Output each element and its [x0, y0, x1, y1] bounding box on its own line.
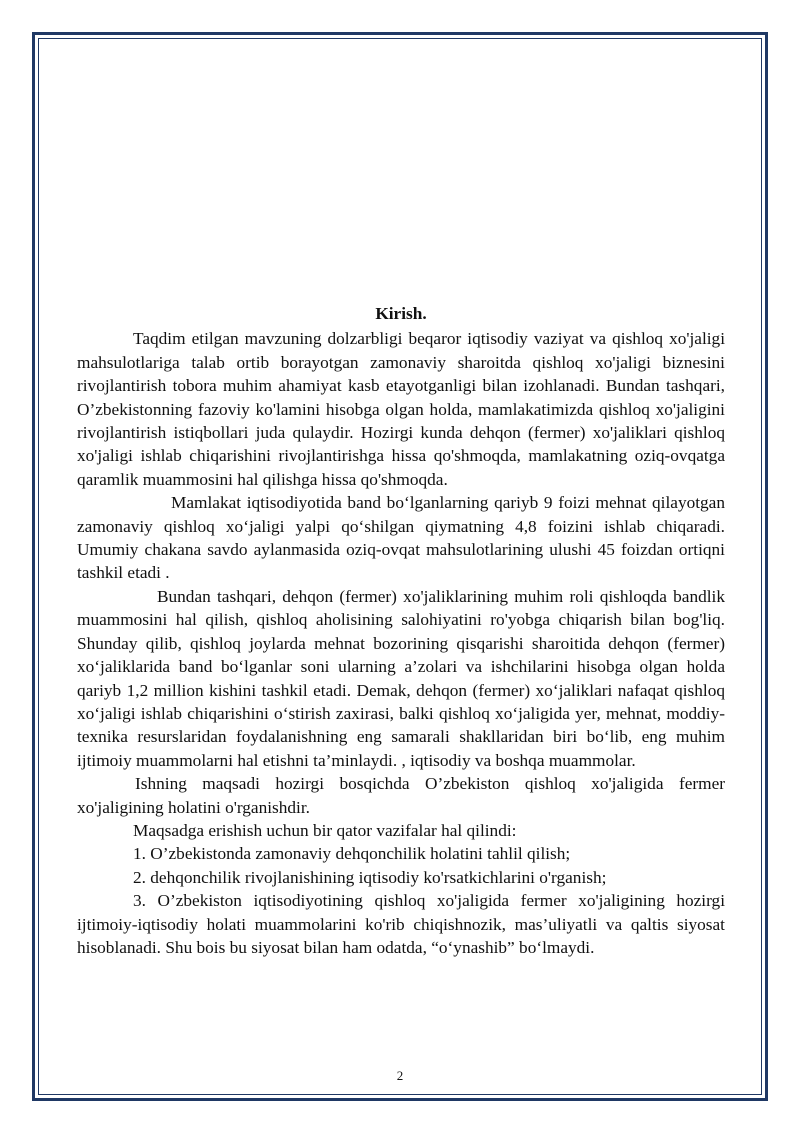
paragraph-relevance: Taqdim etilgan mavzuning dolzarbligi beqaror iqtisodiy vaziyat va qishloq xo'jaligi mahsulotlariga talab ortib borayotgan zamonaviy sharoitda qishloq xo'jaligi biznesini rivojlantirish tobora muhim ahamiyat kasb etayotganligi bilan izohlanadi. Bundan tashqari, O’zbekistonning fazoviy ko'lamini hisobga olgan holda, mamlakatimizda qishloq xo'jaligini rivojlantirish istiqbollari juda qulaydir. Hozirgi kunda dehqon (fermer) xo'jaliklari qishloq xo'jaligi ishlab chiqarishini rivojlantirishga hissa qo'shmoqda, mamlakatning oziq-ovqatga qaramlik muammosini hal qilishga hissa qo'shmoqda. — [77, 329, 725, 489]
section-heading: Kirish. — [375, 304, 427, 323]
paragraph-farm-role: Bundan tashqari, dehqon (fermer) xo'jaliklarining muhim roli qishloqda bandlik muammosini hal qilish, qishloq aholisining salohiyatini ro'yobga chiqarish bilan bog'liq. Shunday qilib, qishloq joylarda mehnat bozorining qisqarishi sharoitida dehqon (fermer) xoʻjaliklarida band boʻlganlar soni ularning a’zolari va ishchilarini hisobga olgan holda qariyb 1,2 million kishini tashkil etadi. Demak, dehqon (fermer) xoʻjaliklari nafaqat qishloq xoʻjaligi ishlab chiqarishini oʻstirish zaxirasi, balki qishloq xoʻjaligida yer, mehnat, moddiy-texnika resurslaridan foydalanishning eng samarali shakllaridan biri boʻlib, eng muhim ijtimoiy muammolarni hal etishni ta’minlaydi. , iqtisodiy va boshqa muammolar. — [77, 586, 725, 770]
page-number: 2 — [396, 1068, 404, 1083]
paragraph-employment: Mamlakat iqtisodiyotida band boʻlganlarning qariyb 9 foizi mehnat qilayotgan zamonaviy qishloq xoʻjaligi yalpi qoʻshilgan qiymatning 4,8 foizini ishlab chiqaradi. Umumiy chakana savdo aylanmasida oziq-ovqat mahsulotlarining ulushi 45 foizdan ortiqni tashkil etadi . — [77, 493, 725, 583]
list-item-task-3: 3. O’zbekiston iqtisodiyotining qishloq xo'jaligida fermer xo'jaligining hozirgi ijtimoiy-iqtisodiy holati muammolarini ko'rib chiqishnozik, mas’uliyatli va qaltis siyosat hisoblanadi. Shu bois bu siyosat bilan ham odatda, “oʻynashib” boʻlmaydi. — [77, 891, 725, 957]
list-item-task-2: 2. dehqonchilik rivojlanishining iqtisodiy ko'rsatkichlarini o'rganish; — [133, 867, 607, 887]
document-body — [77, 302, 725, 959]
list-item-task-1: 1. O’zbekistonda zamonaviy dehqonchilik holatini tahlil qilish; — [133, 844, 571, 864]
paragraph-tasks-intro: Maqsadga erishish uchun bir qator vazifalar hal qilindi: — [133, 820, 517, 840]
paragraph-goal: Ishning maqsadi hozirgi bosqichda O’zbekiston qishloq xo'jaligida fermer xo'jaligining holatini o'rganishdir. — [77, 774, 725, 817]
